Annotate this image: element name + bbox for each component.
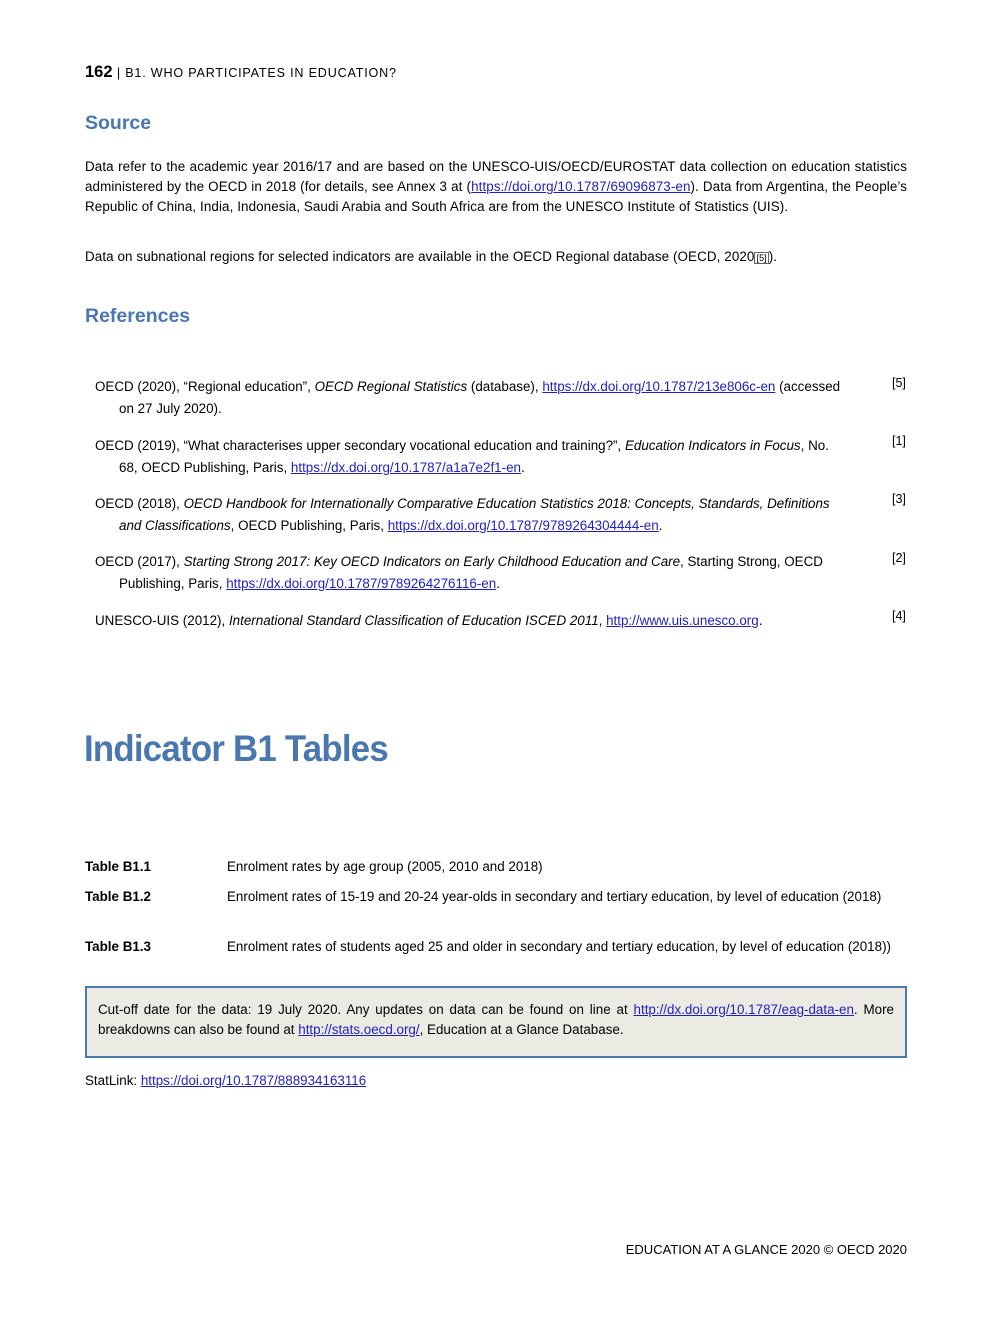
reference-link[interactable]: https://dx.doi.org/10.1787/9789264304444-en (387, 517, 659, 533)
reference-number: [5] (892, 376, 906, 390)
page-number: 162 (85, 63, 113, 81)
reference-text: OECD (2017), (95, 554, 184, 569)
reference-item (95, 610, 865, 632)
table-label: Table B1.3 (85, 939, 151, 954)
reference-text: UNESCO-UIS (2012), (95, 613, 229, 628)
source-heading: Source (85, 112, 152, 134)
statlink-url[interactable]: https://doi.org/10.1787/888934163116 (140, 1073, 367, 1088)
reference-title: OECD Handbook for Internationally Comparative Education Statistics 2018: Concepts, Standards, Definitions and Classifications (119, 496, 830, 533)
table-description: Enrolment rates of students aged 25 and older in secondary and tertiary education, by level of education (2018)) (227, 939, 891, 954)
reference-title: Education Indicators in Focus (624, 438, 801, 453)
reference-item (95, 435, 842, 478)
reference-number: [2] (892, 551, 906, 565)
source-text: ). Data from Argentina, the People’s Republic of China, India, Indonesia, Saudi Arabia and South Africa are from the UNESCO Institute of Statistics (UIS). (85, 179, 907, 214)
table-label: Table B1.2 (85, 889, 151, 904)
reference-text: OECD (2018), (95, 496, 184, 511)
note-text: . More breakdowns can also be found at (98, 1002, 894, 1037)
cutoff-note-box (85, 986, 907, 1058)
statlink-label: StatLink: (85, 1073, 141, 1088)
reference-number: [1] (892, 434, 906, 448)
reference-link[interactable]: https://dx.doi.org/10.1787/a1a7e2f1-en (290, 459, 521, 475)
source-text: ). (768, 249, 778, 264)
reference-item (95, 493, 842, 536)
reference-text: . (520, 459, 525, 475)
chapter-title: B1. WHO PARTICIPATES IN EDUCATION? (125, 66, 397, 80)
source-text: Data on subnational regions for selected indicators are available in the OECD Regional database (OECD, 2020 (85, 249, 755, 264)
reference-item (95, 551, 842, 594)
reference-link[interactable]: https://dx.doi.org/10.1787/9789264276116-en (226, 575, 497, 591)
eag-data-link[interactable]: http://dx.doi.org/10.1787/eag-data-en (633, 1002, 854, 1017)
reference-text: . (758, 613, 763, 628)
note-text: , Education at a Glance Database. (419, 1022, 624, 1037)
reference-text: (database), (467, 379, 543, 394)
reference-title: Starting Strong 2017: Key OECD Indicators on Early Childhood Education and Care (183, 554, 681, 569)
reference-title: International Standard Classification of Education ISCED 2011 (228, 613, 599, 628)
source-paragraph-2 (85, 247, 907, 268)
reference-link[interactable]: https://dx.doi.org/10.1787/213e806c-en (542, 379, 776, 394)
annex-link[interactable]: https://doi.org/10.1787/69096873-en (471, 179, 691, 194)
reference-text: . (496, 575, 500, 591)
running-head (85, 63, 397, 82)
table-description: Enrolment rates by age group (2005, 2010 and 2018) (227, 859, 543, 874)
reference-title: OECD Regional Statistics (314, 379, 468, 394)
reference-number: [3] (892, 492, 906, 506)
note-text: Cut-off date for the data: 19 July 2020. Any updates on data can be found on line at (98, 1002, 634, 1017)
source-paragraph-1 (85, 157, 907, 217)
oecd-stats-link[interactable]: http://stats.oecd.org/ (298, 1022, 420, 1037)
statlink (85, 1071, 366, 1091)
reference-text: , Starting Strong, OECD Publishing, Paris, (119, 554, 823, 591)
reference-text: . (658, 517, 663, 533)
reference-link[interactable]: http://www.uis.unesco.org (606, 613, 759, 628)
reference-text: , OECD Publishing, Paris, (230, 517, 388, 533)
reference-number: [4] (892, 609, 906, 623)
page-footer: EDUCATION AT A GLANCE 2020 © OECD 2020 (625, 1242, 907, 1257)
source-text: Data refer to the academic year 2016/17 and are based on the UNESCO-UIS/OECD/EUROSTAT data collection on education statistics administered by the OECD in 2018 (for details, see Annex 3 at ( (85, 159, 907, 194)
reference-item (95, 376, 842, 419)
reference-text: (accessed on 27 July 2020). (119, 379, 841, 416)
reference-marker[interactable]: [5] (756, 253, 767, 263)
reference-text: , No. 68, OECD Publishing, Paris, (119, 438, 829, 475)
table-label: Table B1.1 (85, 859, 151, 874)
reference-text: , (598, 613, 607, 628)
table-description: Enrolment rates of 15-19 and 20-24 year-olds in secondary and tertiary education, by level of education (2018) (227, 889, 882, 904)
reference-text: OECD (2019), “What characterises upper secondary vocational education and training?”, (95, 438, 625, 453)
header-separator: | (112, 66, 126, 80)
reference-text: OECD (2020), “Regional education”, (95, 379, 315, 394)
indicator-tables-title: Indicator B1 Tables (84, 728, 388, 769)
references-heading: References (85, 305, 191, 327)
